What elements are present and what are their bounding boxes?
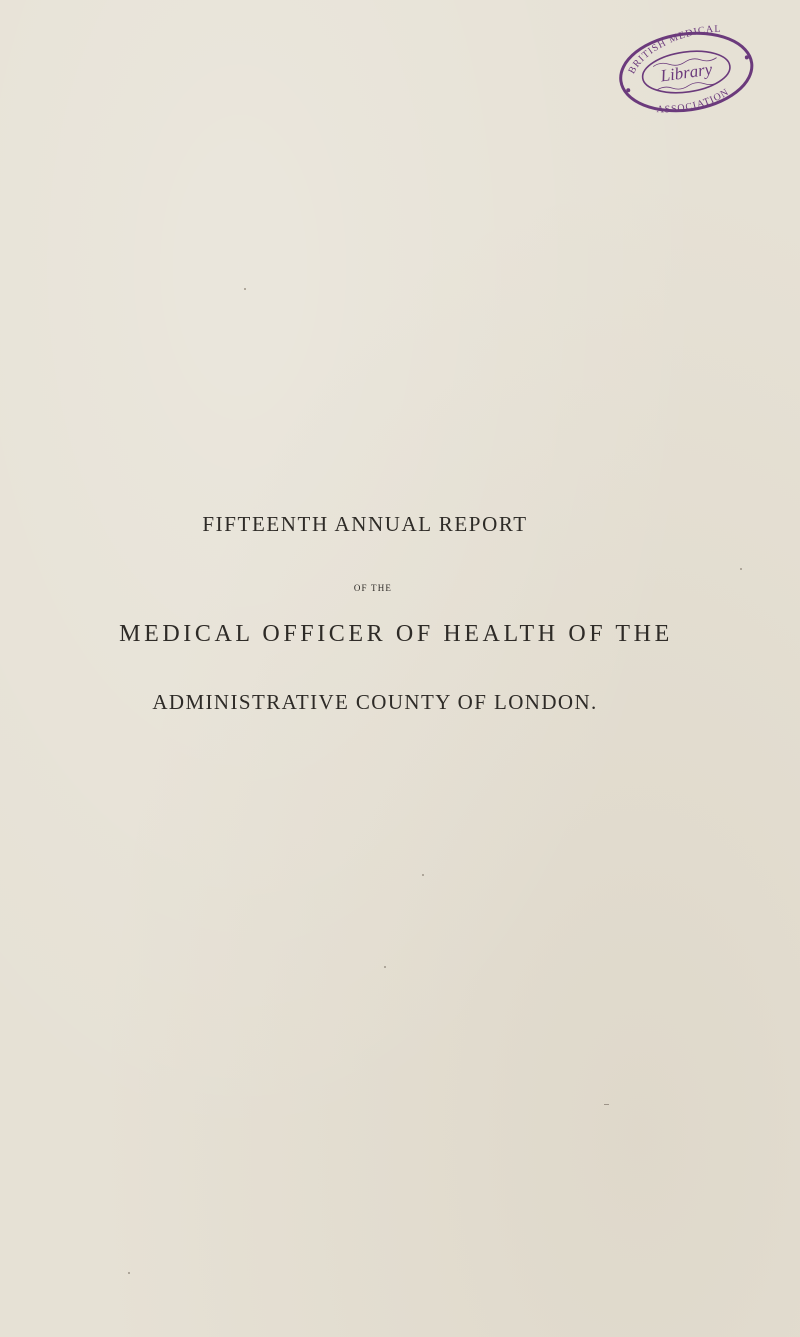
title-line-3: MEDICAL OFFICER OF HEALTH OF THE	[119, 621, 673, 647]
stamp-top-text: BRITISH MEDICAL	[626, 23, 722, 76]
paper-speck	[422, 874, 424, 876]
stamp-center-text: Library	[659, 59, 714, 86]
library-stamp	[612, 20, 760, 120]
title-line-2: OF THE	[353, 583, 393, 593]
stamp-bottom-text: ASSOCIATION	[656, 86, 732, 116]
library-stamp-seal	[612, 20, 760, 120]
paper-speck	[128, 1272, 130, 1274]
paper-speck	[604, 1104, 609, 1105]
paper-speck	[384, 966, 386, 968]
paper-speck	[740, 568, 742, 570]
title-line-1: FIFTEENTH ANNUAL REPORT	[202, 512, 528, 536]
title-line-4: ADMINISTRATIVE COUNTY OF LONDON.	[152, 690, 598, 714]
paper-speck	[244, 288, 246, 290]
